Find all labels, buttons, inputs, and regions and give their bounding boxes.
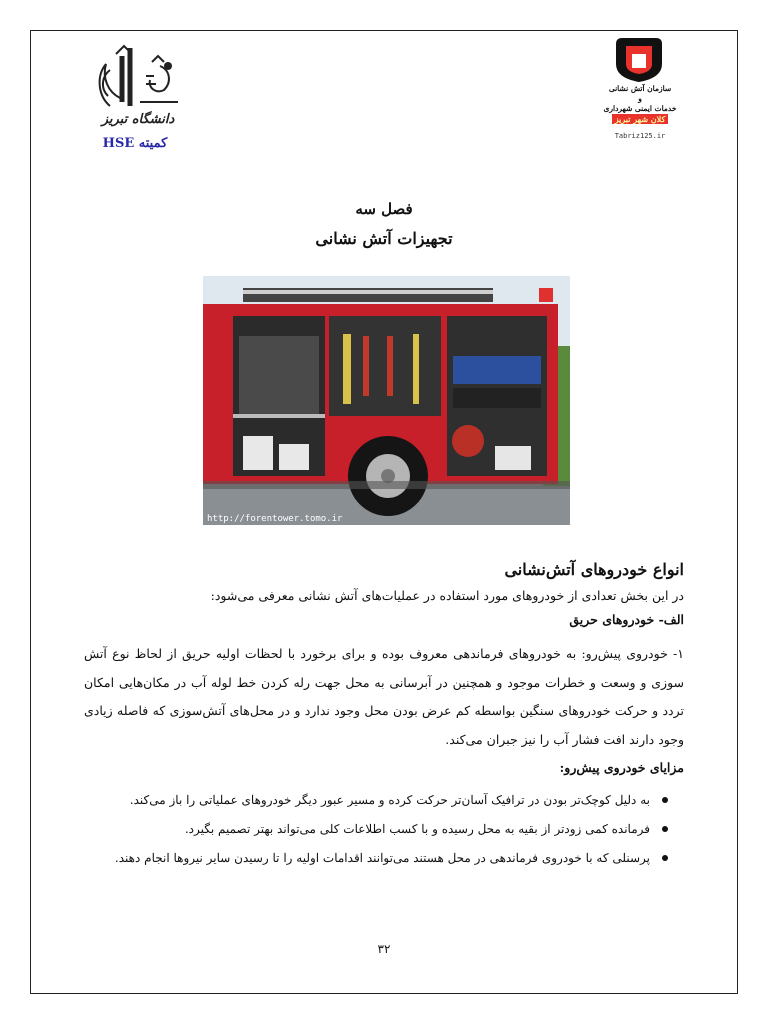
chapter-subject-title: تجهیزات آتش نشانی [315,229,453,248]
fire-org-line-1: سازمان آتش نشانی [608,84,672,93]
committee-label: کمیته HSE [102,136,168,151]
body-paragraph: ۱- خودروی پیش‌رو: به خودروهای فرماندهی معروف بوده و برای برخورد با لحظات اولیه حریق از لحاظ نوع آتش سوزی و وسعت و خطرات موجود و همچنین در آبرسانی به محل جهت رله کردن خط لوله آب در مکان‌هایی امکان تردد و حرکت خودروهای سنگین بواسطه کم عرض بودن محل وجود ندارد و در محل‌های آتش‌سوزی که فاصله زیادی وجود دارند افت فشار آب را نیز جبران می‌کند. [84,646,684,747]
fire-org-city: کلان شهر تبریز [612,114,669,124]
advantages-list [108,786,668,873]
fire-org-line-3: خدمات ایمنی شهرداری [603,104,677,113]
fire-truck-photo [203,276,570,525]
list-item: فرمانده کمی زودتر از بقیه به محل رسیده و با کسب اطلاعات کلی می‌تواند بهتر تصمیم بگیرد. [108,815,668,844]
photo-watermark: http://forentower.tomo.ir [207,514,343,524]
fire-department-logo [612,34,666,84]
fire-org-website: Tabriz125.ir [614,132,666,140]
fire-org-line-2: و [638,94,642,103]
section-intro: در این بخش تعدادی از خودروهای مورد استفاده در عملیات‌های آتش نشانی معرفی می‌شود: [210,588,684,603]
fire-department-name [590,84,690,125]
chapter-number-title: فصل سه [355,200,413,218]
university-name: دانشگاه تبریز [101,112,175,127]
list-item: پرسنلی که با خودروی فرماندهی در محل هستند می‌توانند اقدامات اولیه را تا رسیدن سایر نیروها انجام دهند. [108,844,668,873]
page-number: ۳۲ [377,942,391,956]
list-item: به دلیل کوچک‌تر بودن در ترافیک آسان‌تر حرکت کرده و مسیر عبور دیگر خودروهای عملیاتی را باز می‌کند. [108,786,668,815]
advantages-heading: مزایای خودروی پیش‌رو: [559,760,684,775]
section-subheading: الف- خودروهای حریق [569,612,684,627]
section-heading: انواع خودروهای آتش‌نشانی [504,560,684,579]
